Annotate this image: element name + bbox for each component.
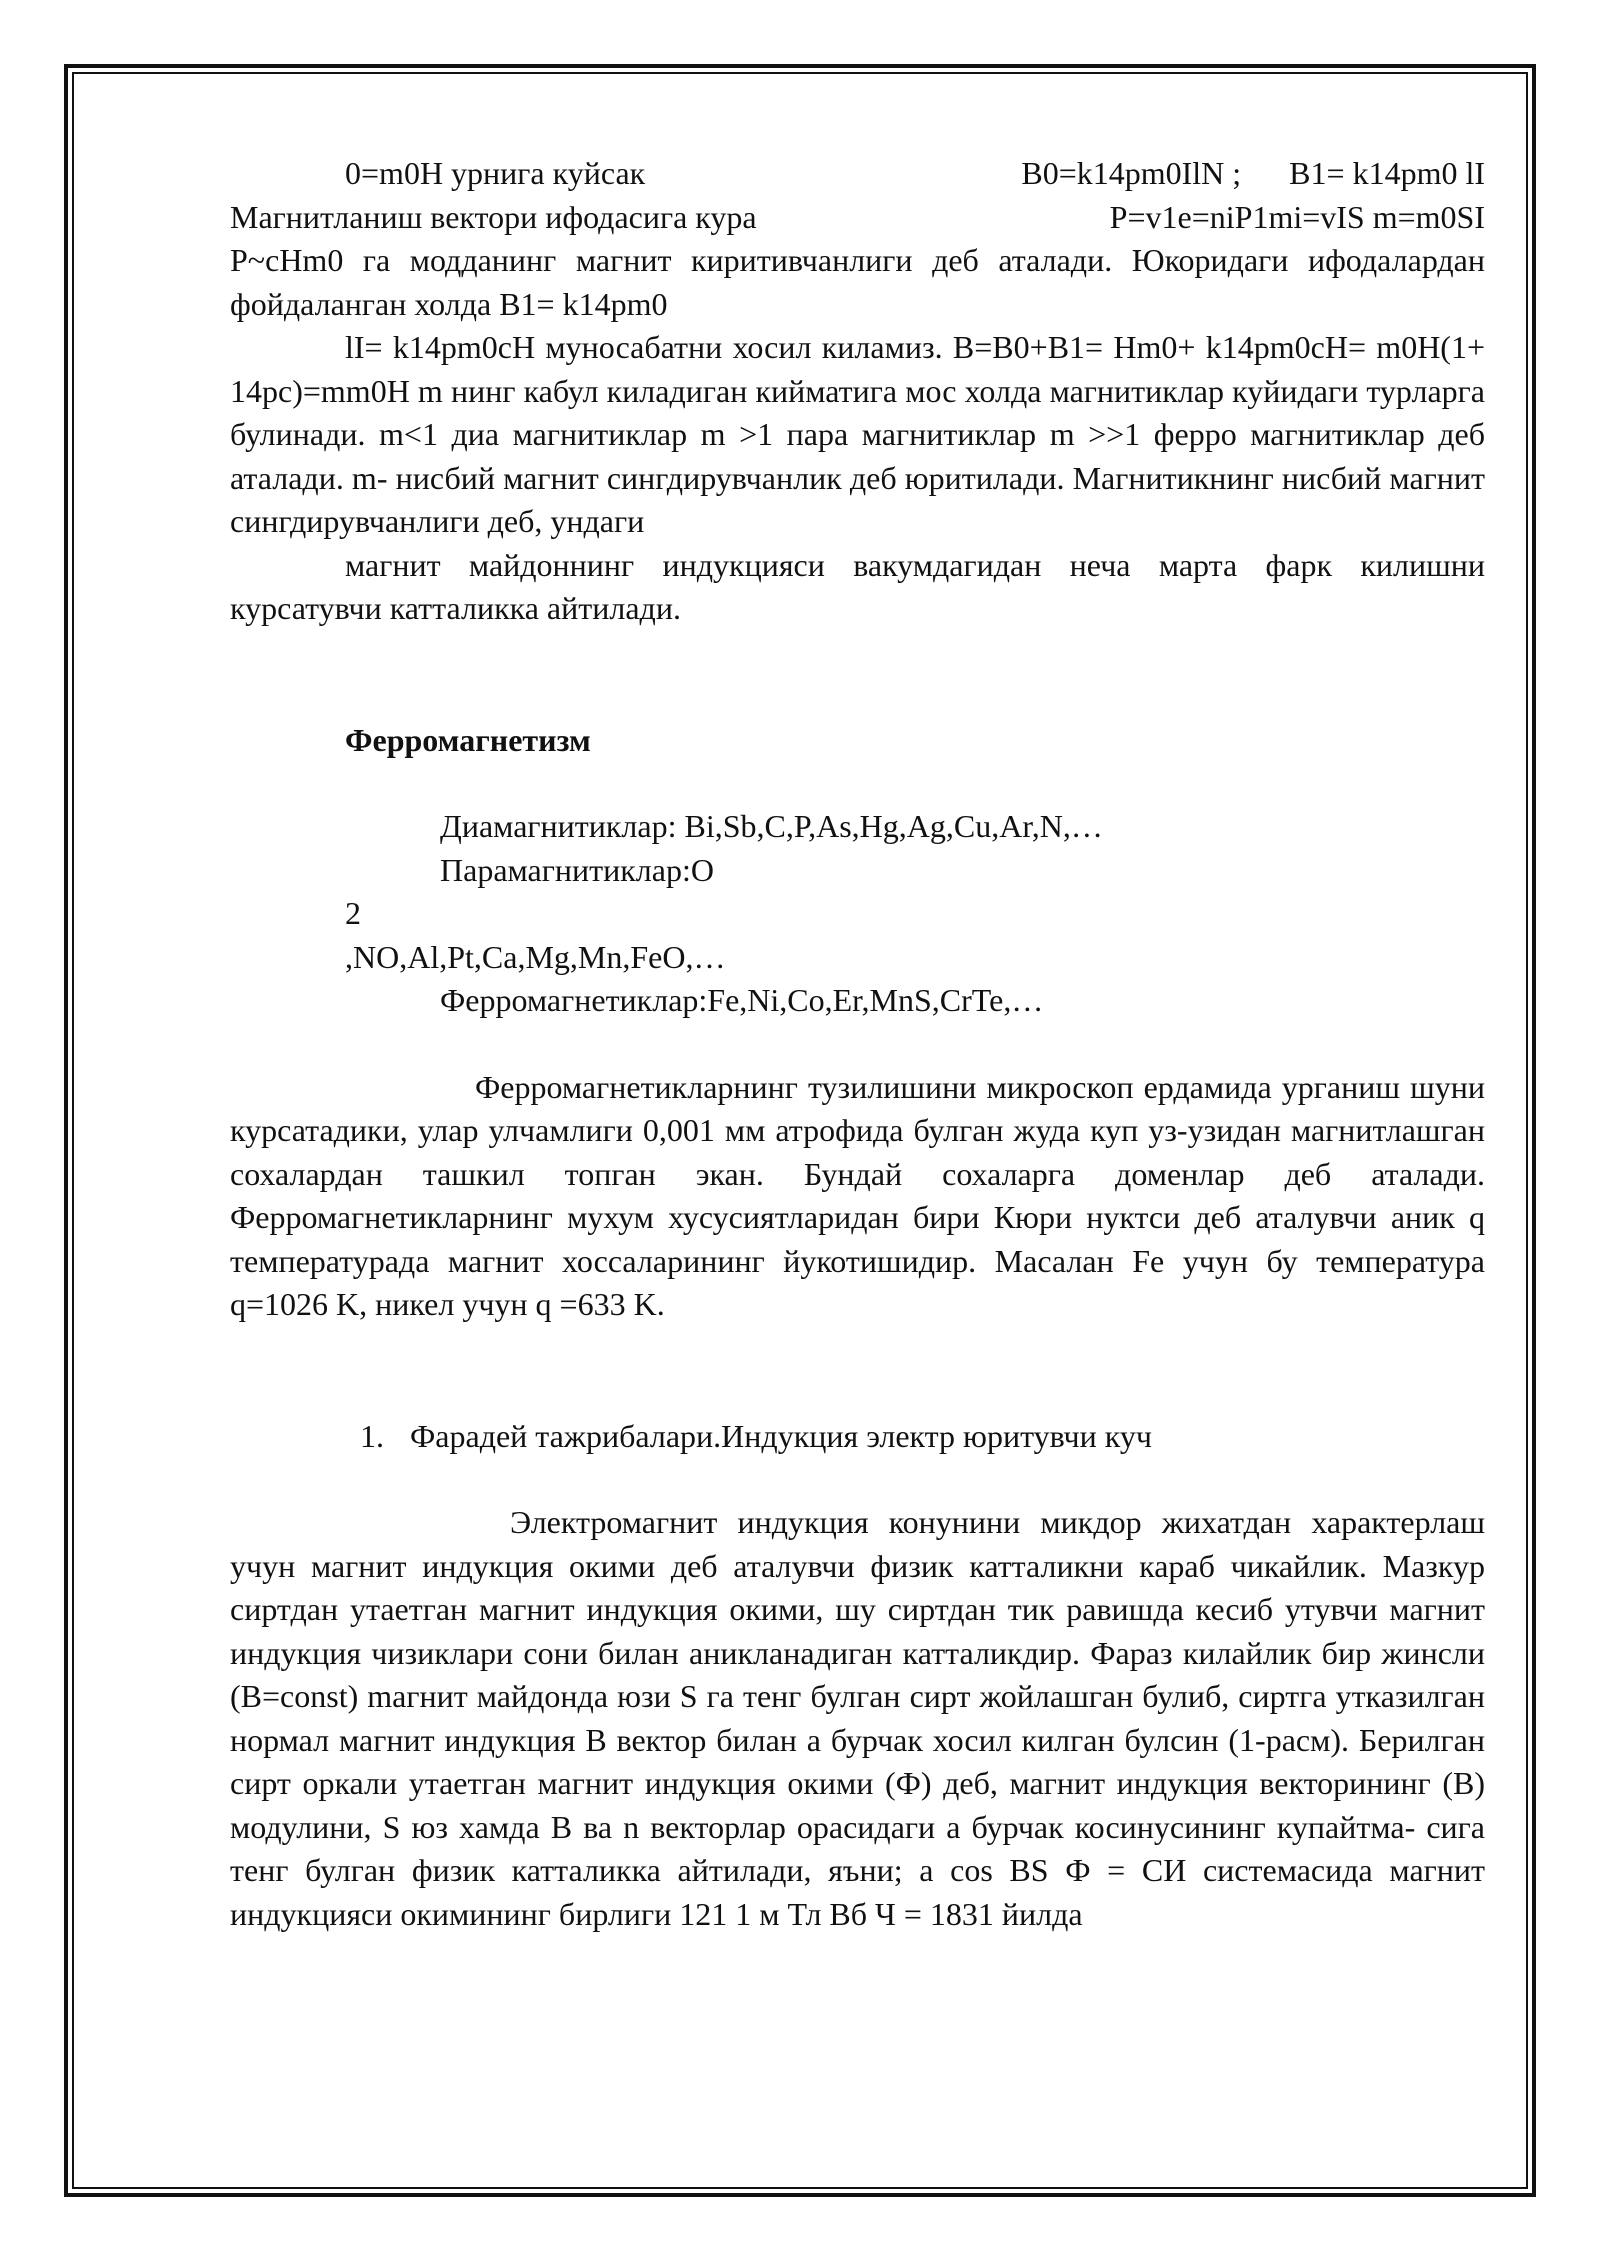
formula-text: 0=m0H урнига куйсак [345,155,646,191]
section-title-text: Фарадей тажрибалари.Индукция электр юритувчи куч [410,1417,1152,1454]
formula-text: P=v1e=niP1mi=vIS m=m0SI [1109,198,1485,235]
formula-text: B0=k14pm0IlN ; [1021,155,1242,191]
formula-line-2 [230,196,1485,240]
paragraph: магнит майдоннинг индукцияси вакумдагидан неча марта фарк килишни курсатувчи катталикка айтилади. [230,546,1485,626]
list-item: Парамагнитиклар:O [440,851,714,888]
document-body [230,152,1485,1936]
section-heading: Ферромагнетизм [345,721,591,758]
paragraph: Ферромагнетикларнинг тузилишини микроскоп ердамида урганиш шуни курсатадики, улар улчамлиги 0,001 мм атрофида булган жуда куп уз-узидан магнитлашган сохалардан ташкил топган экан. Бундай сохаларга доменлар деб аталади. Ферромагнетикларнинг мухум хусусиятларидан бири Кюри нуктси деб аталувчи аник q температурада магнит хоссаларининг йукотишидир. Масалан Fe учун бу температура q=1026 K, никел учун q =633 K. [230,1068,1485,1322]
list-item: Диамагнитиклар: Bi,Sb,C,P,As,Hg,Ag,Cu,Ar,N,… [440,808,1103,844]
list-item: 2 [345,895,361,931]
section-number: 1. [360,1417,384,1454]
formula-line-1 [230,152,1485,196]
formula-text: B1= k14pm0 lI [1289,155,1485,191]
section-title [230,1415,1485,1459]
paragraph: P~cHm0 га модданинг магнит киритивчанлиги деб аталади. Юкоридаги ифодалардан фойдаланган холда B1= k14pm0 [230,242,1485,322]
paragraph: Электромагнит индукция конунини микдор жихатдан характерлаш учун магнит индукция окими деб аталувчи физик катталикни караб чикайлик. Мазкур сиртдан утаетган магнит индукция окими, шу сиртдан тик равишда кесиб утувчи магнит индукция чизиклари сони билан аникланадиган катталикдир. Фараз килайлик бир жинсли (B=const) mагнит майдонда юзи S га тенг булган сирт жойлашган булиб, сиртга утказилган нормал магнит индукция B вектор билан а бурчак хосил килган булсин (1-расм). Берилган сирт оркали утаетган магнит индукция окими (Ф) деб, магнит индукция векторининг (B) модулини, S юз хамда B ва n векторлар орасидаги а бурчак косинусининг купайтма- сига тенг булган физик катталикка айтилади, яъни; a cos BS Ф = СИ системасида магнит индукцияси окимининг бирлиги 121 1 м Тл Вб Ч = 1831 йилда [230,1504,1485,1932]
list-item: Ферромагнетиклар:Fe,Ni,Co,Er,MnS,CrTe,… [440,982,1044,1018]
paragraph: lI= k14pm0cH муносабатни хосил киламиз. B=B0+B1= Hm0+ k14pm0cH= m0H(1+ 14pc)=mm0H m нинг кабул киладиган кийматига мос холда магнитиклар куйидаги турларга булинади. m<1 диа магнитиклар m >1 пара магнитиклар m >>1 ферро магнитиклар деб аталади. m- нисбий магнит сингдирувчанлик деб юритилади. Магнитикнинг нисбий магнит сингдирувчанлиги деб, ундаги [230,329,1485,539]
list-item: ,NO,Al,Pt,Ca,Mg,Mn,FeO,… [345,938,726,975]
formula-text: Магнитланиш вектори ифодасига кура [230,198,757,235]
